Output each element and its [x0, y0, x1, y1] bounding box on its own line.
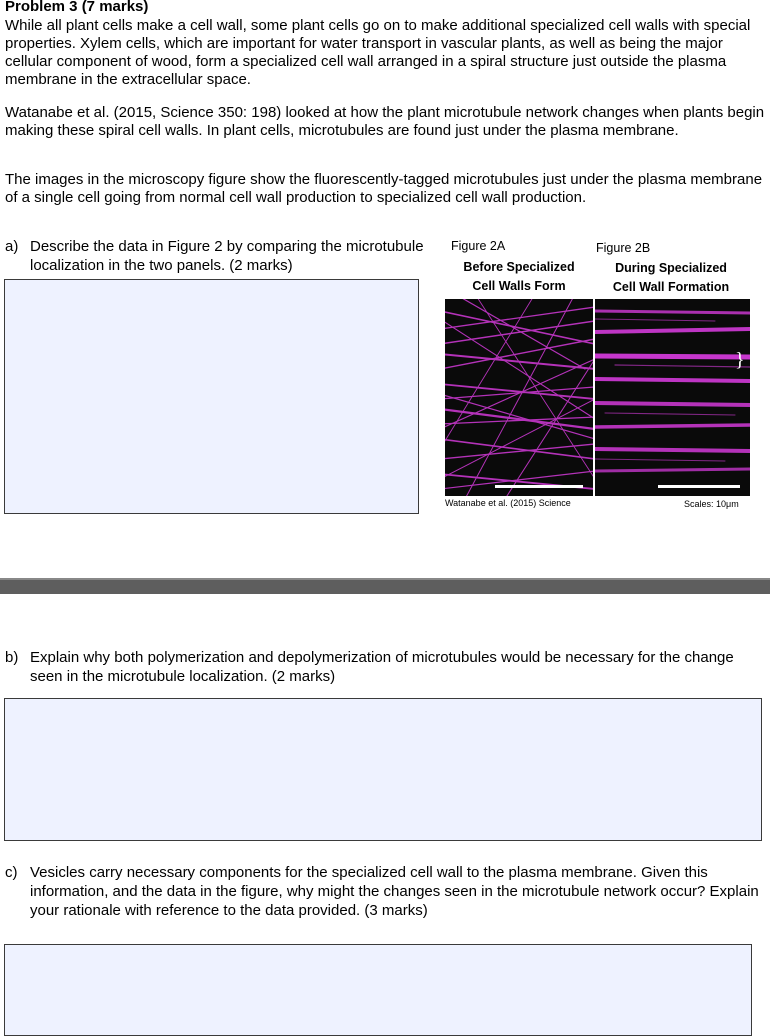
panel-a-heading-line2: Cell Walls Form	[472, 279, 566, 293]
panel-b-heading	[597, 259, 745, 299]
microscopy-image-during	[595, 299, 750, 496]
study-paragraph: Watanabe et al. (2015, Science 350: 198) looked at how the plant microtubule network changes when plants begin making these spiral cell walls. In plant cells, microtubules are found just under the plasma membrane.	[5, 104, 765, 139]
intro-paragraph: While all plant cells make a cell wall, some plant cells go on to make additional specialized cell walls with special properties. Xylem cells, which are important for water transport in vascular plants, as well as being the major cellular component of wood, form a specialized cell wall arranged in a spiral structure just outside the plasma membrane in the extracellular space.	[5, 17, 751, 88]
question-c-text: Vesicles carry necessary components for the specialized cell wall to the plasma membrane. Given this information, and the data in the figure, why might the changes seen in the microtubule network occur? Explain your rationale with reference to the data provided. (3 marks)	[30, 864, 759, 919]
question-b-text: Explain why both polymerization and depolymerization of microtubules would be necessary for the change seen in the microtubule localization. (2 marks)	[30, 649, 734, 685]
panel-b-heading-line2: Cell Wall Formation	[612, 280, 730, 294]
scale-bar-b	[658, 485, 740, 488]
answer-box-b[interactable]	[4, 698, 762, 841]
scale-bar-a	[495, 485, 583, 488]
question-c-marker: c)	[5, 864, 18, 881]
figure-2b-label: Figure 2B	[596, 241, 651, 255]
answer-box-a[interactable]	[4, 279, 419, 514]
brace-annotation: }	[735, 349, 745, 371]
figure-description-paragraph: The images in the microscopy figure show the fluorescently-tagged microtubules just under the plasma membrane of a single cell going from normal cell wall production to specialized cell wall production.	[5, 171, 763, 206]
panel-a-heading	[445, 258, 593, 298]
panel-a-heading-line1: Before Specialized	[463, 260, 575, 274]
question-b-marker: b)	[5, 649, 19, 666]
microscopy-image-before	[445, 299, 593, 496]
answer-box-c[interactable]	[4, 944, 752, 1036]
question-a-marker: a)	[5, 238, 19, 255]
question-a-text: Describe the data in Figure 2 by comparing the microtubule localization in the two panels. (2 marks)	[30, 238, 424, 274]
panel-b-heading-line1: During Specialized	[615, 261, 727, 275]
problem-title: Problem 3 (7 marks)	[5, 0, 149, 15]
page-divider	[0, 580, 770, 594]
figure-2a-label: Figure 2A	[451, 239, 506, 253]
scale-note: Scales: 10μm	[684, 499, 739, 509]
figure-credit: Watanabe et al. (2015) Science	[445, 498, 571, 508]
